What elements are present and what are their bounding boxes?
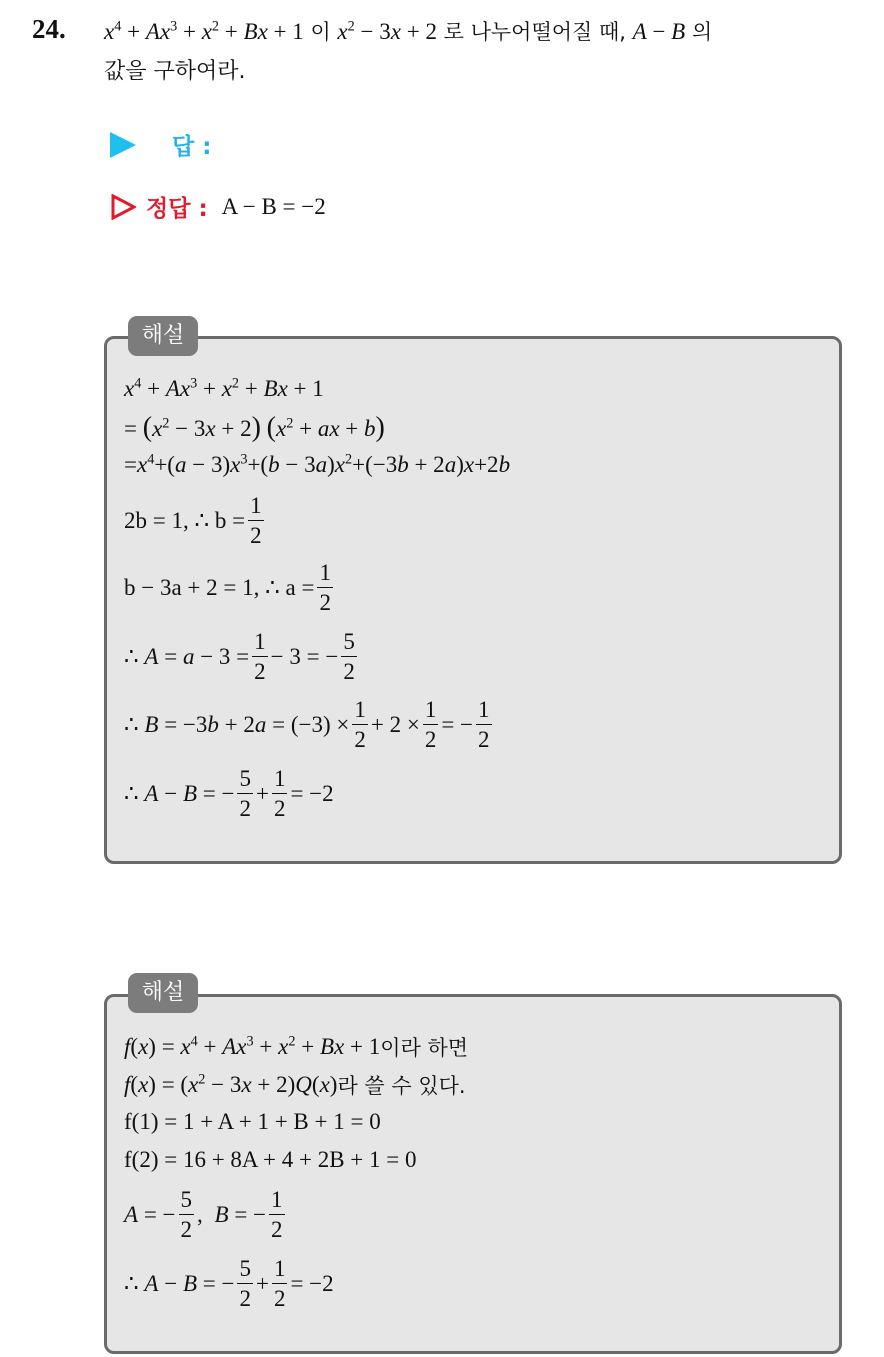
correct-answer-row <box>110 190 326 223</box>
fraction: $\frac{1}{2}$ <box>424 697 437 752</box>
solution2-line-4-text: f(2) = 16 + 8A + 4 + 2B + 1 = 0 <box>124 1147 417 1172</box>
fraction: $\frac{5}{2}$ <box>239 766 251 821</box>
solution2-line-3-text: f(1) = 1 + A + 1 + B + 1 = 0 <box>124 1109 381 1134</box>
fraction: $\frac{1}{2}$ <box>273 766 286 821</box>
fraction: $\frac{5}{2}$ <box>180 1187 193 1242</box>
question-text-b: 로 나누어떨어질 때, <box>436 20 633 44</box>
solution2-line-1: $f(x) = x^4 + Ax^3 + x^2 + Bx + 1$ 이라 하면 <box>124 1033 469 1060</box>
question-number: 24. <box>32 14 66 44</box>
fraction: $\frac{1}{2}$ <box>271 1187 283 1242</box>
play-filled-icon <box>110 132 136 158</box>
solution2-line-3 <box>124 1109 381 1135</box>
answer-label: 답 : <box>172 134 212 160</box>
solution2-line-2-text: 라 쓸 수 있다. <box>337 1074 466 1098</box>
solution-tag-2: 해설 <box>128 973 198 1013</box>
fraction: $\frac{1}{2}$ <box>319 560 331 615</box>
solution1-line-2: = $(x^2 - 3x + 2) (x^2$ + ax + b) <box>124 412 385 443</box>
solution1-line-5-text: b − 3a + 2 = 1, ∴ a = <box>124 574 315 600</box>
fraction: $\frac{1}{2}$ <box>254 629 266 684</box>
correct-answer-value: A − B = −2 <box>221 193 326 219</box>
fraction: $\frac{1}{2}$ <box>478 697 490 752</box>
fraction: $\frac{5}{2}$ <box>343 629 355 684</box>
fraction: $\frac{1}{2}$ <box>273 1256 286 1311</box>
fraction: $\frac{1}{2}$ <box>250 493 262 548</box>
fraction: $\frac{5}{2}$ <box>239 1256 251 1311</box>
correct-answer-label: 정답 : <box>146 196 208 222</box>
solution1-line-8: ∴ A − B = − $\frac{5}{2}$ + $\frac{1}{2}$ = −2 <box>124 766 334 821</box>
solution1-line-7: ∴ B = −3b + 2a = (−3) × $\frac{1}{2}$ + 2 × $\frac{1}{2}$ = − $\frac{1}{2}$ <box>124 697 490 752</box>
answer-row <box>110 128 211 161</box>
solution2-line-2: $f(x) = (x^2 - 3x + 2)Q(x)$ 라 쓸 수 있다. <box>124 1071 466 1098</box>
question-text-a: 이 <box>303 20 338 44</box>
solution1-line-6: ∴ A = a − 3 = $\frac{1}{2}$ − 3 = − $\frac{5}{2}$ <box>124 629 355 684</box>
solution2-line-5: A = − $\frac{5}{2}$ , B = − $\frac{1}{2}$ <box>124 1187 283 1242</box>
play-outline-icon <box>110 194 136 220</box>
solution1-line-4-text: 2b = 1, ∴ b = <box>124 507 246 533</box>
solution2-line-4 <box>124 1147 417 1173</box>
question-text-c: 의 <box>685 20 713 44</box>
question-line-2: 값을 구하여라. <box>104 59 246 84</box>
solution1-line-3: $=x^4+(a - 3)x^3+(b - 3a)x^2+(-3b + 2a)x+2b$ <box>124 451 511 477</box>
fraction: $\frac{1}{2}$ <box>354 697 366 752</box>
solution-tag-1: 해설 <box>128 316 198 356</box>
solution1-line-5 <box>124 561 336 614</box>
solution2-line-1-text: 이라 하면 <box>380 1036 469 1060</box>
solution2-line-6: ∴ A − B = − $\frac{5}{2}$ + $\frac{1}{2}$ = −2 <box>124 1256 334 1311</box>
solution1-line-4 <box>124 494 267 547</box>
solution1-line-1: $x^4 + Ax^3 + x^2 + Bx + 1$ <box>124 375 324 401</box>
question-line-1: $x^4 + Ax^3 + x^2 + Bx + 1$ 이 $x^2 - 3x + 2$ 로 나누어떨어질 때, A − B 의 <box>104 18 713 44</box>
